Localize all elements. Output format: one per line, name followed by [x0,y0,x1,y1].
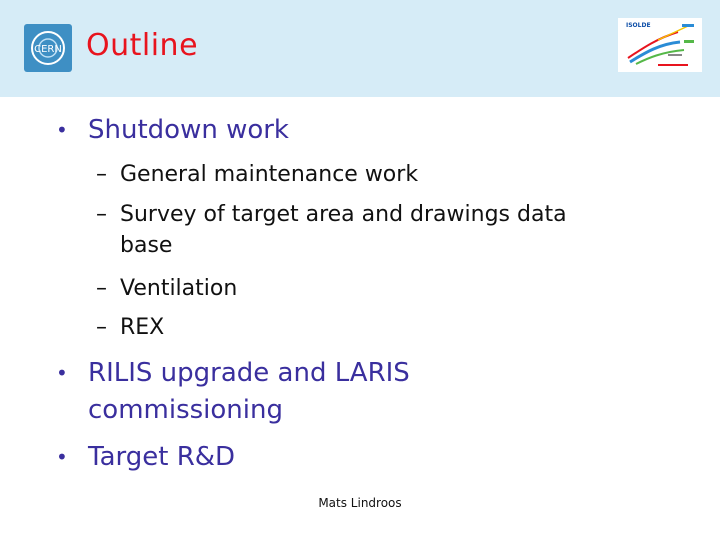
cern-logo-text: CERN [34,44,62,55]
bullet-text: Shutdown work [88,115,289,145]
subitem-rex [96,314,165,342]
bullet-text-line1: RILIS upgrade and LARIS [88,358,410,388]
dash-mark: – [96,162,107,187]
bullet-dot: • [56,118,68,142]
subitem-text: REX [120,315,165,340]
bullet-text: Target R&D [88,442,236,472]
dash-mark: – [96,276,107,301]
dash-mark: – [96,315,107,340]
bullet-target-rd [56,441,236,473]
subitem-text-line2: base [120,233,173,258]
dash-mark: – [96,202,107,227]
bullet-dot: • [56,361,68,385]
subitem-text: General maintenance work [120,162,419,187]
subitem-survey-line2 [120,232,172,260]
bullet-dot: • [56,445,68,469]
subitem-survey [96,201,567,229]
bullet-rilis-upgrade [56,357,410,389]
subitem-text: Ventilation [120,276,238,301]
isolde-logo-text: ISOLDE [626,22,651,29]
bullet-shutdown-work [56,114,289,146]
bullet-text-line2: commissioning [88,395,283,425]
subitem-text-line1: Survey of target area and drawings data [120,202,567,227]
subitem-ventilation [96,275,238,303]
footer-author: Mats Lindroos [318,496,402,510]
slide-title: Outline [86,28,199,63]
bullet-rilis-line2 [88,394,283,426]
subitem-general-maintenance [96,161,419,189]
